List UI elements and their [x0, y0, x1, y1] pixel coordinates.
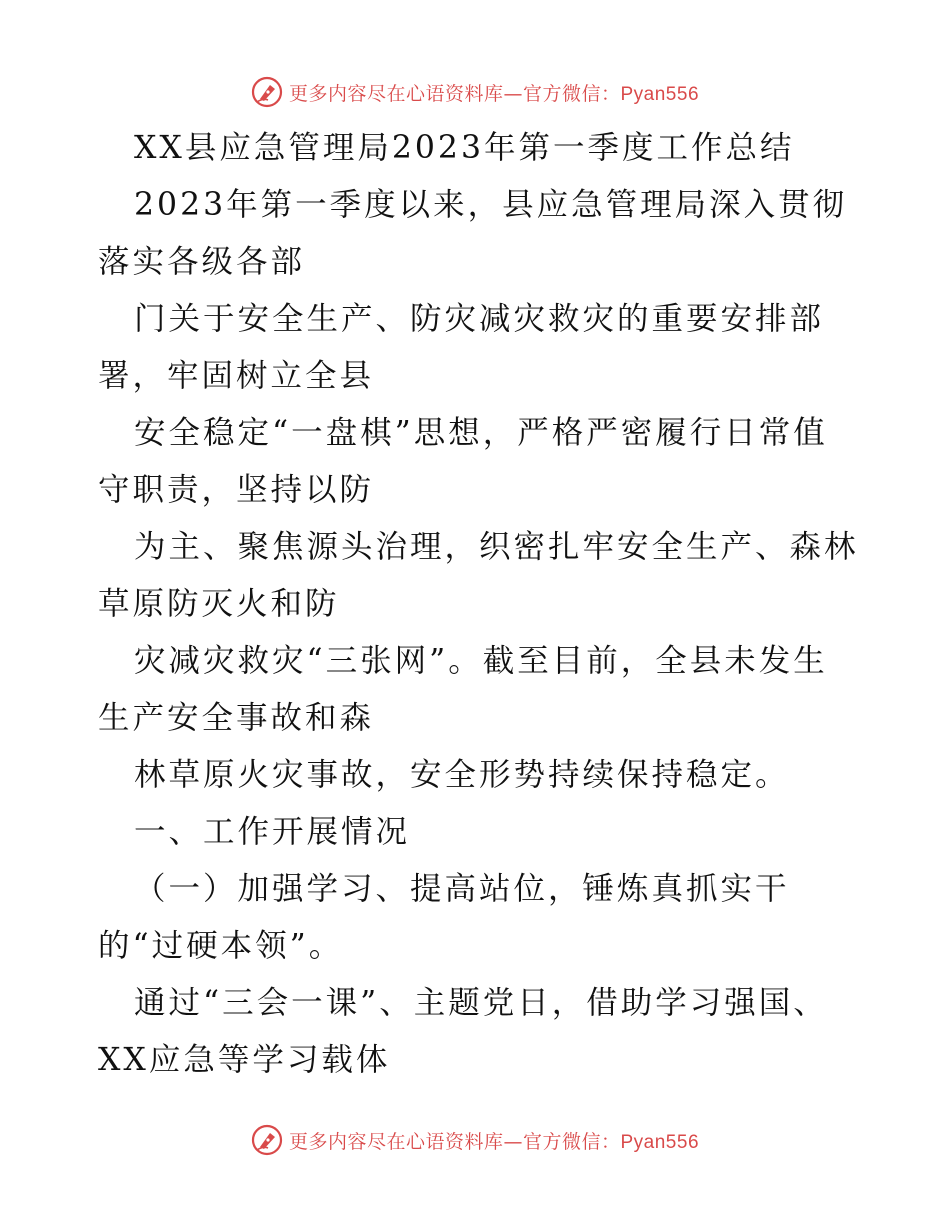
- watermark-wechat-id: Pyan556: [620, 83, 700, 105]
- watermark-footer: [0, 1120, 950, 1160]
- document-title: XX县应急管理局2023年第一季度工作总结: [134, 130, 795, 166]
- text-line: 署，牢固树立全县: [98, 358, 375, 394]
- pen-nib-logo-icon: [251, 76, 283, 108]
- text-line: 2023年第一季度以来，县应急管理局深入贯彻: [134, 187, 848, 223]
- text-line: 草原防灭火和防: [98, 586, 340, 622]
- text-line: 灾减灾救灾“三张网”。截至目前，全县未发生: [134, 643, 828, 679]
- watermark-text: [289, 79, 699, 106]
- watermark-text: [289, 1127, 699, 1154]
- watermark-label: 更多内容尽在心语资料库—官方微信：: [288, 1130, 621, 1153]
- watermark-header: [0, 72, 950, 112]
- text-line: 安全稳定“一盘棋”思想，严格严密履行日常值: [134, 415, 828, 451]
- document-body: [0, 120, 950, 1089]
- text-line: 通过“三会一课”、主题党日，借助学习强国、: [134, 985, 828, 1021]
- text-line: 生产安全事故和森: [98, 700, 375, 736]
- watermark-wechat-id: Pyan556: [620, 1131, 700, 1153]
- text-line: 守职责，坚持以防: [98, 472, 375, 508]
- watermark-label: 更多内容尽在心语资料库—官方微信：: [288, 82, 621, 105]
- section-heading: 一、工作开展情况: [134, 814, 411, 850]
- text-line: 林草原火灾事故，安全形势持续保持稳定。: [134, 757, 790, 793]
- text-line: 的“过硬本领”。: [98, 928, 344, 964]
- subsection-heading: （一）加强学习、提高站位，锤炼真抓实干: [134, 871, 790, 907]
- text-line: 落实各级各部: [98, 244, 306, 280]
- pen-nib-logo-icon: [251, 1124, 283, 1156]
- text-line: 为主、聚焦源头治理，织密扎牢安全生产、森林: [134, 529, 859, 565]
- text-line: XX应急等学习载体: [98, 1042, 391, 1078]
- text-line: 门关于安全生产、防灾减灾救灾的重要安排部: [134, 301, 825, 337]
